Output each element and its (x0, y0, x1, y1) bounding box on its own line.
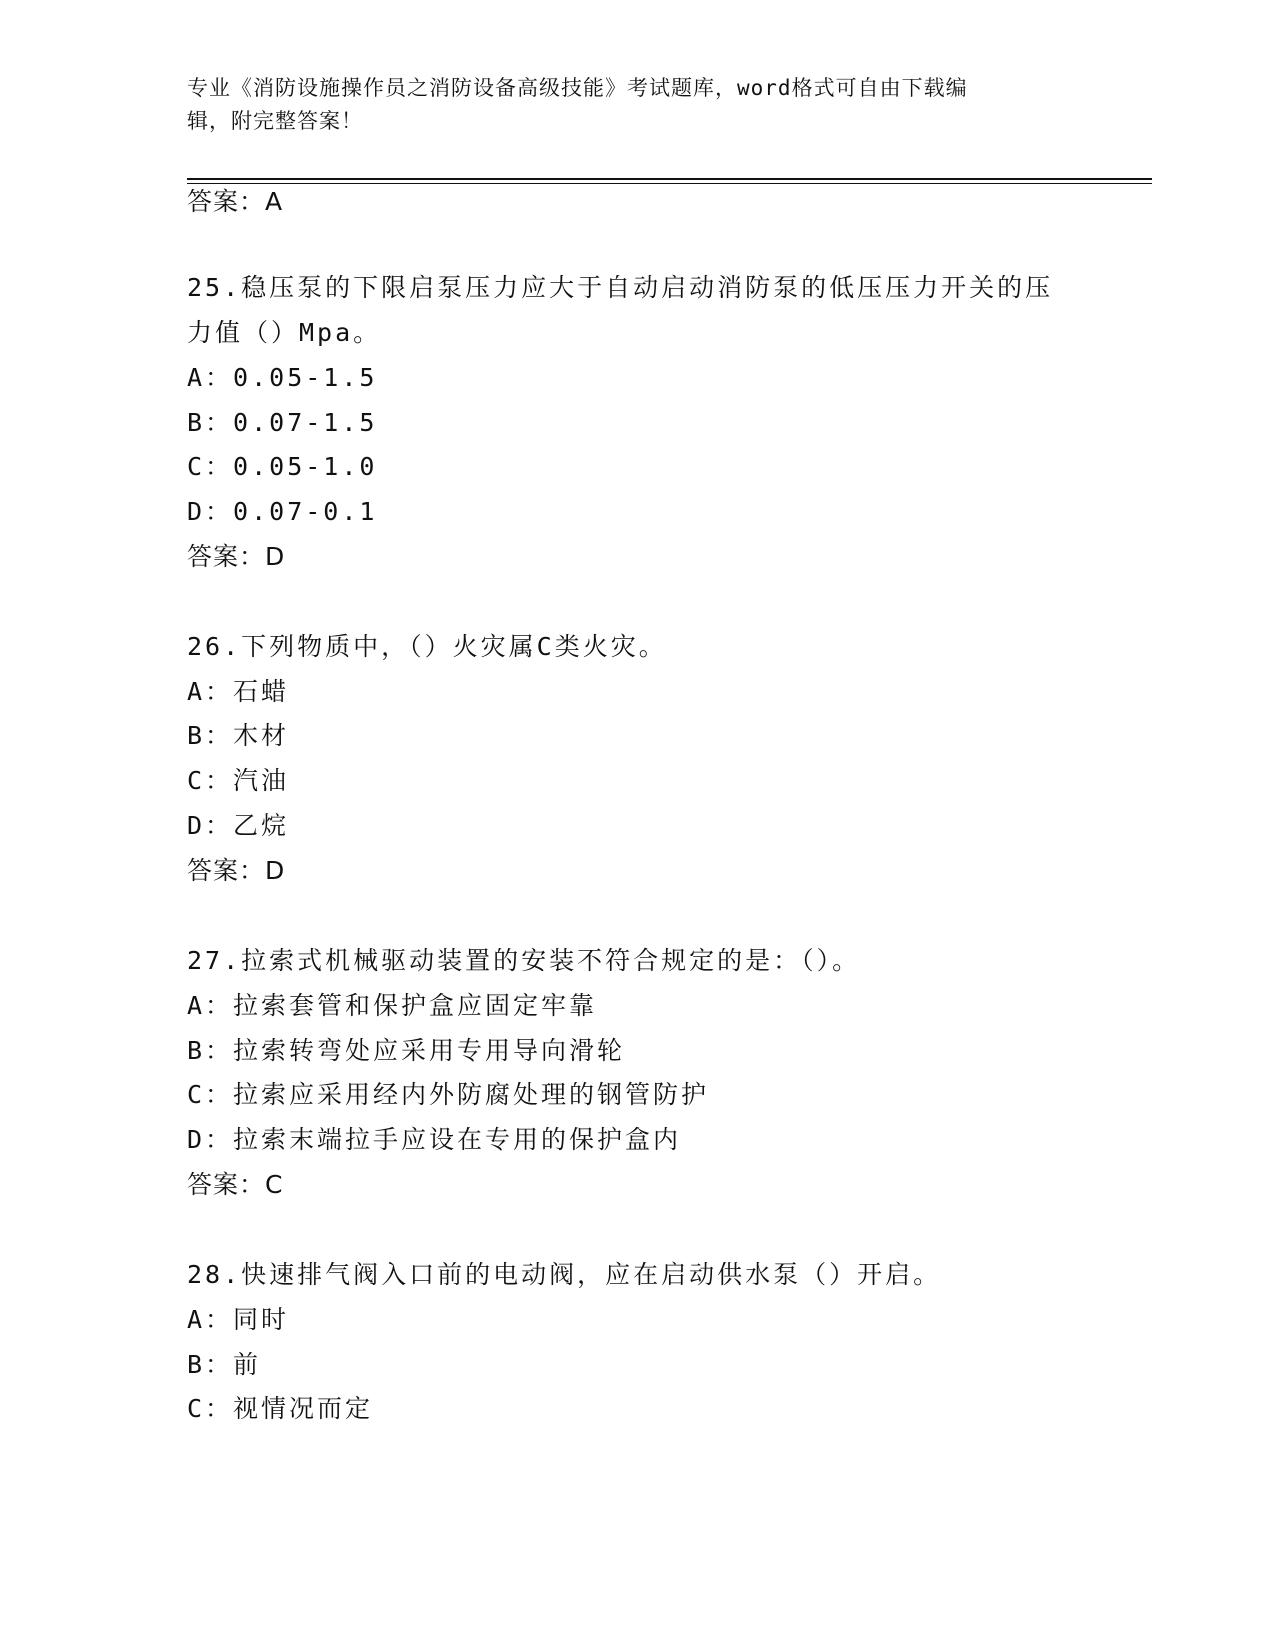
question-25-option-d: D：0.07-0.1 (187, 497, 378, 526)
question-28-stem: 28.快速排气阀入口前的电动阀，应在启动供水泵（）开启。 (187, 1260, 942, 1289)
question-27-answer: 答案：C (187, 1170, 284, 1199)
question-28-option-c: C：视情况而定 (187, 1394, 374, 1423)
page-header (187, 72, 1077, 138)
question-27-stem: 27.拉索式机械驱动装置的安装不符合规定的是：（）。 (187, 946, 861, 975)
question-28-option-b: B：前 (187, 1350, 262, 1379)
header-divider-thick (187, 178, 1152, 180)
question-26-option-a: A：石蜡 (187, 677, 290, 706)
question-25-answer: 答案：D (187, 542, 286, 571)
question-26-option-d: D：乙烷 (187, 811, 290, 840)
question-25-stem-line-1: 25.稳压泵的下限启泵压力应大于自动启动消防泵的低压压力开关的压 (187, 273, 1054, 302)
question-26-option-c: C：汽油 (187, 766, 290, 795)
header-line-2: 辑，附完整答案！ (187, 109, 363, 133)
question-25-option-a: A：0.05-1.5 (187, 363, 378, 392)
question-27-option-a: A：拉索套管和保护盒应固定牢靠 (187, 991, 598, 1020)
question-26-option-b: B：木材 (187, 721, 290, 750)
answer-previous: 答案：A (187, 187, 284, 216)
question-25-stem-line-2: 力值（）Mpa。 (187, 318, 382, 347)
question-25-option-c: C：0.05-1.0 (187, 452, 378, 481)
question-27-option-d: D：拉索末端拉手应设在专用的保护盒内 (187, 1125, 682, 1154)
question-26-stem: 26.下列物质中，（）火灾属C类火灾。 (187, 632, 667, 661)
question-27-option-c: C：拉索应采用经内外防腐处理的钢管防护 (187, 1080, 710, 1109)
question-28-option-a: A：同时 (187, 1305, 290, 1334)
question-26-answer: 答案：D (187, 856, 286, 885)
header-line-1: 专业《消防设施操作员之消防设备高级技能》考试题库，word格式可自由下载编 (187, 76, 968, 100)
question-25-option-b: B：0.07-1.5 (187, 408, 378, 437)
header-divider-thin (187, 183, 1152, 184)
question-27-option-b: B：拉索转弯处应采用专用导向滑轮 (187, 1036, 626, 1065)
